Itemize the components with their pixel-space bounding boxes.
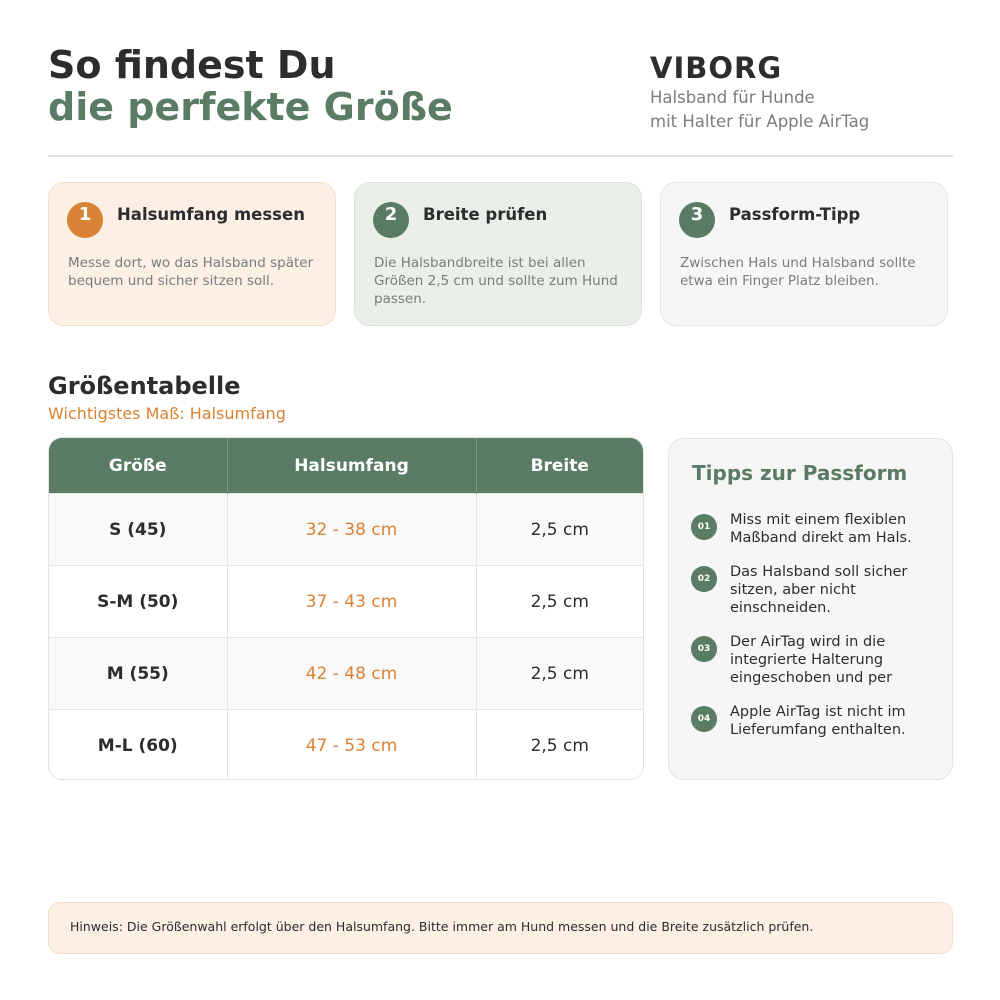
step-card-measure — [48, 182, 336, 326]
table-row — [49, 638, 643, 710]
column-header-width: Breite — [476, 438, 643, 494]
step-text: Zwischen Hals und Halsband sollte etwa ein Finger Platz bleiben. — [680, 255, 916, 289]
page-title-line1: So findest Du — [48, 43, 336, 87]
width-cell: 2,5 cm — [476, 638, 643, 710]
page-title-line2: die perfekte Größe — [48, 85, 453, 129]
step-card-fit-tip — [660, 182, 948, 326]
step-text: Messe dort, wo das Halsband später bequem und sicher sitzen soll. — [68, 255, 314, 289]
hint-text: Hinweis: Die Größenwahl erfolgt über den Halsumfang. Bitte immer am Hund messen und die Breite zusätzlich prüfen. — [70, 919, 814, 934]
width-cell: 2,5 cm — [476, 494, 643, 566]
tip-text: Apple AirTag ist nicht im Lieferumfang enthalten. — [730, 704, 906, 738]
tip-number-badge: 04 — [691, 706, 717, 732]
size-cell: M (55) — [49, 638, 227, 710]
step-card-width — [354, 182, 642, 326]
step-text: Die Halsbandbreite ist bei allen Größen 2,5 cm und sollte zum Hund passen. — [374, 255, 618, 307]
tip-number-badge: 03 — [691, 636, 717, 662]
table-row — [49, 494, 643, 566]
size-table-subtitle: Wichtigstes Maß: Halsumfang — [48, 404, 286, 423]
tips-title: Tipps zur Passform — [692, 461, 908, 485]
size-cell: S-M (50) — [49, 566, 227, 638]
table-header-row — [49, 438, 643, 494]
table-row — [49, 566, 643, 638]
size-cell: S (45) — [49, 494, 227, 566]
product-subtitle-line1: Halsband für Hunde — [650, 88, 815, 107]
hint-bar — [48, 902, 953, 954]
tip-text: Miss mit einem flexiblen Maßband direkt am Hals. — [730, 512, 912, 546]
fit-tips-panel — [668, 438, 953, 780]
table-row — [49, 710, 643, 781]
step-title: Breite prüfen — [423, 205, 548, 224]
neck-cell: 42 - 48 cm — [227, 638, 476, 710]
width-cell: 2,5 cm — [476, 710, 643, 781]
header-divider — [48, 155, 953, 157]
width-cell: 2,5 cm — [476, 566, 643, 638]
size-cell: M-L (60) — [49, 710, 227, 781]
product-subtitle-line2: mit Halter für Apple AirTag — [650, 112, 870, 131]
size-table-title: Größentabelle — [48, 372, 241, 400]
step-number-badge: 3 — [679, 202, 715, 238]
brand-name: VIBORG — [650, 51, 783, 85]
step-title: Passform-Tipp — [729, 205, 861, 224]
step-number-badge: 1 — [67, 202, 103, 238]
neck-cell: 37 - 43 cm — [227, 566, 476, 638]
step-number-badge: 2 — [373, 202, 409, 238]
tip-number-badge: 01 — [691, 514, 717, 540]
tip-number-badge: 02 — [691, 566, 717, 592]
size-table — [48, 437, 644, 780]
tip-text: Das Halsband soll sicher sitzen, aber nicht einschneiden. — [730, 564, 908, 616]
tip-text: Der AirTag wird in die integrierte Halterung eingeschoben und per — [730, 634, 893, 686]
neck-cell: 47 - 53 cm — [227, 710, 476, 781]
step-title: Halsumfang messen — [117, 205, 305, 224]
neck-cell: 32 - 38 cm — [227, 494, 476, 566]
column-header-neck: Halsumfang — [227, 438, 476, 494]
column-header-size: Größe — [49, 438, 227, 494]
